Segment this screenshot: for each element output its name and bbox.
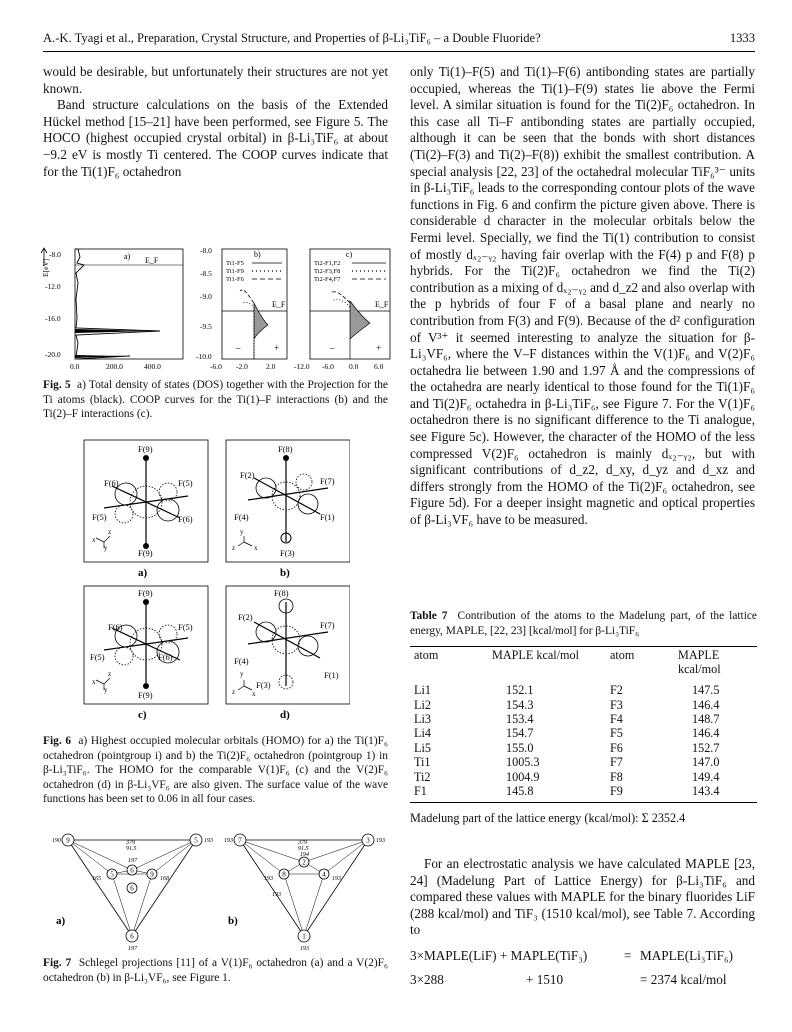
atom-label: F(3) bbox=[256, 680, 271, 690]
atom-label: F(5) bbox=[178, 622, 193, 632]
node-label: 9 bbox=[150, 870, 154, 879]
panel-label: a) bbox=[124, 252, 131, 261]
table-row bbox=[410, 677, 757, 697]
atom-label: F(5) bbox=[92, 512, 107, 522]
atom-label: F(6) bbox=[104, 478, 119, 488]
atom-label: F(6) bbox=[178, 514, 193, 524]
table-row bbox=[410, 784, 757, 798]
atom-label: F(2) bbox=[240, 470, 255, 480]
atom-label: F(7) bbox=[320, 620, 335, 630]
tick-label: -16.0 bbox=[45, 314, 61, 323]
table-cell: F4 bbox=[610, 712, 623, 726]
right-column-text bbox=[410, 64, 755, 529]
table-cell: 147.0 bbox=[692, 755, 720, 770]
value-label: 193 bbox=[224, 838, 233, 844]
node-label: 7 bbox=[238, 836, 242, 845]
table-cell: Li4 bbox=[414, 726, 431, 741]
node-label: 1 bbox=[302, 932, 306, 941]
tick-label: -6.0 bbox=[322, 362, 334, 371]
value-label: 197 bbox=[128, 858, 137, 864]
table-row bbox=[410, 770, 757, 784]
table-cell: 146.4 bbox=[692, 726, 720, 741]
legend-entry: Ti1-F5 bbox=[226, 260, 244, 267]
atom-label: F(3) bbox=[280, 548, 295, 558]
tick-label: 6.0 bbox=[374, 362, 384, 371]
paragraph: For an electrostatic analysis we have calculated MAPLE [23, 24] (Madelung Part of Lattice Energy) for β-Li₃TiF₆ and compared these values with MAPLE for the binary fluorides LiF (288 kcal/mol) and TiF₃ (1510 kcal/mol), see Table 7. According to bbox=[410, 856, 755, 938]
equation-1 bbox=[410, 948, 755, 964]
tick-label: -8.0 bbox=[49, 250, 61, 259]
axis-label: z bbox=[232, 544, 236, 552]
axis-label: z bbox=[232, 688, 236, 696]
running-title: A.-K. Tyagi et al., Preparation, Crystal Structure, and Properties of β-Li₃TiF₆ – a Double Fluoride? bbox=[43, 31, 541, 45]
figure-6 bbox=[82, 438, 350, 720]
table-cell: F8 bbox=[610, 769, 623, 784]
tick-label: -20.0 bbox=[45, 350, 61, 359]
tick-label: 400.0 bbox=[144, 362, 161, 371]
fermi-label: E_F bbox=[272, 300, 286, 309]
table-cell: 147.5 bbox=[692, 683, 720, 698]
minus-sign: – bbox=[330, 343, 335, 353]
tick-label: -9.5 bbox=[200, 322, 212, 331]
node-label: 3 bbox=[366, 836, 370, 845]
plus-sign: + bbox=[376, 343, 382, 353]
legend-entry: Ti2-F3,F8 bbox=[314, 268, 341, 275]
atom-label: F(5) bbox=[90, 652, 105, 662]
tick-label: -12.0 bbox=[45, 282, 61, 291]
table-cell: F7 bbox=[610, 755, 623, 770]
atom-label: F(4) bbox=[234, 512, 249, 522]
fig6-panel-d bbox=[226, 586, 350, 720]
table-cell: 143.4 bbox=[692, 784, 720, 799]
left-column-text bbox=[43, 64, 388, 180]
atom-label: F(8) bbox=[274, 588, 289, 598]
value-label: 194 bbox=[300, 852, 309, 858]
table-cell: 1005.3 bbox=[506, 755, 540, 770]
axis-label: z bbox=[108, 670, 112, 678]
fig5-panel-a bbox=[41, 248, 183, 371]
atom-label: F(9) bbox=[138, 588, 153, 598]
atom-label: F(1) bbox=[320, 512, 335, 522]
value-label: 379 bbox=[298, 840, 307, 846]
axis-label: x bbox=[92, 536, 96, 544]
fig5-panel-c bbox=[294, 249, 390, 371]
node-label: 6 bbox=[130, 866, 134, 875]
atom-label: F(9) bbox=[138, 690, 153, 700]
axis-label: y bbox=[104, 686, 108, 694]
table-cell: 152.1 bbox=[506, 683, 534, 698]
atom-label: F(1) bbox=[324, 670, 339, 680]
node-label: 6 bbox=[130, 884, 134, 893]
value-label: 193 bbox=[264, 876, 273, 882]
value-label: 197 bbox=[128, 946, 137, 952]
axis-label: x bbox=[252, 690, 256, 698]
tick-label: -10.0 bbox=[196, 352, 212, 361]
fig7-panel-a bbox=[52, 834, 213, 952]
axis-label: y bbox=[240, 528, 244, 536]
table-footer: Madelung part of the lattice energy (kcal/mol): Σ 2352.4 bbox=[410, 811, 686, 826]
panel-label: b) bbox=[254, 250, 261, 259]
page-number: 1333 bbox=[729, 31, 755, 45]
atom-label: F(8) bbox=[278, 444, 293, 454]
table-cell: F9 bbox=[610, 784, 623, 799]
axis-label: x bbox=[92, 678, 96, 686]
table-cell: 154.7 bbox=[506, 726, 534, 741]
node-label: 9 bbox=[66, 836, 70, 845]
panel-label: b) bbox=[228, 915, 238, 927]
fig6-panel-a bbox=[84, 440, 208, 579]
node-label: 5 bbox=[110, 870, 114, 879]
paragraph: only Ti(1)–F(5) and Ti(1)–F(6) antibonding states are partially occupied, whereas the Ti(1)–F(9) states lie above the Fermi level. A similar situation is found for the Ti(2)F₆ octahedron. In this case all Ti–F antibonding states are partially occupied, although it can be seen that the bonds with short distances (Ti(2)–F(3) and Ti(2)–F(8)) exhibit the smallest contribution. A special analysis [22, 23] of the octahedral molecular TiF₆³⁻ units in β-Li₃TiF₆ leads to the corresponding contour plots of the wave functions in Fig. 6 and confirm the picture given above. There is considerable d character in the molecular orbitals below the Fermi level. Specially, we find the Ti(1) contribution to consist of mostly dₓ₂₋ᵧ₂ having fair overlap with the F(4) p and F(8) p hybrids. For the Ti(2)F₆ octahedron we find the Ti(2) contribution as a mixing of dₓ₂₋ᵧ₂ and d_z2 and also overlap with the p hybrids of four F of a basal plane and nearly no contribution from F(3) and F(9). Because of the d² configuration of V³⁺ it seemed interesting to analyze the situation for β-Li₃VF₆, where the V–F distances within the V(1)F₆ and V(2)F₆ octahedra lie between 1.90 and 1.97 Å and the compressions of the octahedra are nearly identical to those found for the Ti(1)F₆ and Ti(2)F₆ octahedra in β-Li₃TiF₆, see Figure 7. For the V(1)F₆ octahedron there is no significant difference to the Ti analogue, see Figure 5c). However, the character of the HOMO of the less compressed V(2)F₆ octahedron is mainly dₓ₂₋ᵧ₂, but with significant contributions of d_z2, d_xy, d_yz and d_xz and differs strongly from the HOMO of the Ti(2)F₆ octahedron, see Figure 5d). For a deeper insight magnetic and optical properties of β-Li₃VF₆ have to be measured. bbox=[410, 64, 755, 528]
table-cell: Li2 bbox=[414, 697, 431, 712]
plus-sign: + bbox=[274, 343, 280, 353]
tick-label: 2.0 bbox=[266, 362, 276, 371]
figure-5 bbox=[40, 243, 392, 373]
legend-entry: Ti1-F9 bbox=[226, 268, 244, 275]
node-label: 6 bbox=[130, 932, 134, 941]
table-row bbox=[410, 755, 757, 769]
atom-label: F(5) bbox=[178, 478, 193, 488]
node-label: 2 bbox=[302, 858, 306, 867]
column-header: atom bbox=[610, 648, 635, 663]
panel-label: a) bbox=[56, 915, 66, 927]
panel-label: b) bbox=[280, 567, 290, 579]
value-label: 379 bbox=[126, 840, 135, 846]
tick-label: -9.0 bbox=[200, 292, 212, 301]
value-label: 168 bbox=[160, 876, 169, 882]
table-cell: 146.4 bbox=[692, 697, 720, 712]
panel-label: c) bbox=[346, 250, 353, 259]
table-cell: 154.3 bbox=[506, 697, 534, 712]
atom-label: F(9) bbox=[138, 548, 153, 558]
tick-label: 200.0 bbox=[106, 362, 123, 371]
tick-label: -6.0 bbox=[210, 362, 222, 371]
atom-label: F(9) bbox=[138, 444, 153, 454]
atom-label: F(6) bbox=[108, 622, 123, 632]
value-label: 165 bbox=[92, 876, 101, 882]
table-caption: Table 7 Contribution of the atoms to the Madelung part, of the lattice energy, MAPLE, [22, 23] [kcal/mol] for β-Li₃TiF₆ bbox=[410, 610, 757, 637]
legend-entry: Ti1-F6 bbox=[226, 276, 244, 283]
value-label: 193 bbox=[204, 838, 213, 844]
fig5-panel-b bbox=[196, 246, 287, 371]
value-label: 193 bbox=[376, 838, 385, 844]
tick-label: -8.5 bbox=[200, 269, 212, 278]
column-header: MAPLE kcal/mol bbox=[492, 648, 579, 663]
equation-term: 3×MAPLE(LiF) + MAPLE(TiF₃) bbox=[410, 948, 588, 963]
table-cell: 149.4 bbox=[692, 769, 720, 784]
table-cell: F2 bbox=[610, 683, 623, 698]
paragraph: Band structure calculations on the basis of the Extended Hückel method [15–21] have been performed, see Figure 5. The HOCO (highest occupied crystal orbital) in β-Li₃TiF₆ at about −9.2 eV is mostly Ti centered. The COOP curves indicate that for the Ti(1)F₆ octahedron bbox=[43, 97, 389, 179]
equation-2 bbox=[410, 972, 755, 988]
figure-7 bbox=[48, 832, 388, 952]
atom-label: F(7) bbox=[320, 476, 335, 486]
table-cell: F5 bbox=[610, 726, 623, 741]
table-cell: F6 bbox=[610, 740, 623, 755]
fermi-label: E_F bbox=[145, 256, 159, 265]
table-cell: 152.7 bbox=[692, 740, 720, 755]
table-cell: 145.8 bbox=[506, 784, 534, 799]
panel-label: a) bbox=[138, 567, 148, 579]
fig6-caption: Fig. 6 a) Highest occupied molecular orbitals (HOMO) for a) the Ti(1)F₆ octahedron (pointgroup i) and b) the Ti(2)F₆ octahedron (pointgroup 1) in β-Li₃TiF₆. The HOMO for the comparable V(1)F₆ (c) and the V(2)F₆ octahedron (d) in β-Li₃VF₆ are also given. The surface value of the wave functions has been set to 0.06 in all four cases. bbox=[43, 735, 388, 806]
value-label: 193 bbox=[300, 946, 309, 952]
table-cell: Ti2 bbox=[414, 769, 431, 784]
table-cell: Li3 bbox=[414, 712, 431, 726]
table-cell: 153.4 bbox=[506, 712, 534, 726]
fig7-panel-b bbox=[224, 834, 385, 952]
value-label: 91.5 bbox=[298, 846, 309, 852]
panel-label: c) bbox=[138, 709, 147, 720]
table-cell: Li5 bbox=[414, 740, 431, 755]
minus-sign: – bbox=[236, 343, 241, 353]
panel-label: d) bbox=[280, 709, 290, 720]
axis-label: z bbox=[108, 528, 112, 536]
axis-label: y bbox=[240, 670, 244, 678]
fermi-label: E_F bbox=[375, 300, 389, 309]
equation-term: MAPLE(Li₃TiF₆) bbox=[640, 948, 733, 963]
axis-label: x bbox=[254, 544, 258, 552]
legend-entry: Ti2-F1,F2 bbox=[314, 260, 341, 267]
atom-label: F(2) bbox=[238, 612, 253, 622]
atom-label: F(4) bbox=[234, 656, 249, 666]
paragraph: would be desirable, but unfortunately their structures are not yet known. bbox=[43, 64, 388, 96]
table-row bbox=[410, 741, 757, 755]
table-cell: 148.7 bbox=[692, 712, 720, 726]
value-label: 190 bbox=[52, 838, 61, 844]
table-row bbox=[410, 712, 757, 726]
column-header: MAPLE kcal/mol bbox=[678, 648, 721, 677]
fig6-panel-b bbox=[226, 440, 350, 579]
table-cell: Li1 bbox=[414, 683, 431, 698]
table-cell: F3 bbox=[610, 697, 623, 712]
equation-term: + 1510 bbox=[526, 972, 564, 987]
value-label: 193 bbox=[332, 876, 341, 882]
table-row bbox=[410, 726, 757, 740]
equation-term: = 2374 kcal/mol bbox=[640, 972, 727, 987]
fig5-caption: Fig. 5 a) Total density of states (DOS) together with the Projection for the Ti atoms (black). COOP curves for the Ti(1)–F interactions (b) and the Ti(2)–F interactions (c). bbox=[43, 379, 388, 421]
column-header: atom bbox=[414, 648, 439, 663]
tick-label: -12.0 bbox=[294, 362, 310, 371]
node-label: 4 bbox=[322, 870, 326, 879]
tick-label: -8.0 bbox=[200, 246, 212, 255]
atom-label: F(6) bbox=[158, 652, 173, 662]
table-7 bbox=[410, 609, 757, 826]
fig7-caption: Fig. 7 Schlegel projections [11] of a V(1)F₆ octahedron (a) and a V(2)F₆ octahedron (b) in β-Li₃VF₆, see Figure 1. bbox=[43, 957, 388, 984]
tick-label: 0.0 bbox=[70, 362, 80, 371]
table-header-row bbox=[410, 647, 757, 677]
table-row bbox=[410, 698, 757, 712]
equation-term: 3×288 bbox=[410, 972, 444, 987]
node-label: 8 bbox=[282, 870, 286, 879]
table-cell: F1 bbox=[414, 784, 427, 799]
fig6-panel-c bbox=[84, 586, 208, 720]
running-header bbox=[43, 31, 755, 52]
table-cell: 155.0 bbox=[506, 740, 534, 755]
axis-label: E[eV] bbox=[41, 258, 50, 277]
right-column-text-2 bbox=[410, 856, 755, 939]
legend-entry: Ti2-F4,F7 bbox=[314, 276, 341, 283]
maple-table bbox=[410, 647, 757, 798]
tick-label: 0.0 bbox=[349, 362, 359, 371]
value-label: 193 bbox=[272, 892, 281, 898]
equation-term: = bbox=[624, 948, 632, 963]
tick-label: -2.0 bbox=[236, 362, 248, 371]
table-cell: Ti1 bbox=[414, 755, 431, 770]
node-label: 5 bbox=[194, 836, 198, 845]
axis-label: y bbox=[104, 544, 108, 552]
value-label: 91.5 bbox=[126, 846, 137, 852]
table-cell: 1004.9 bbox=[506, 769, 540, 784]
